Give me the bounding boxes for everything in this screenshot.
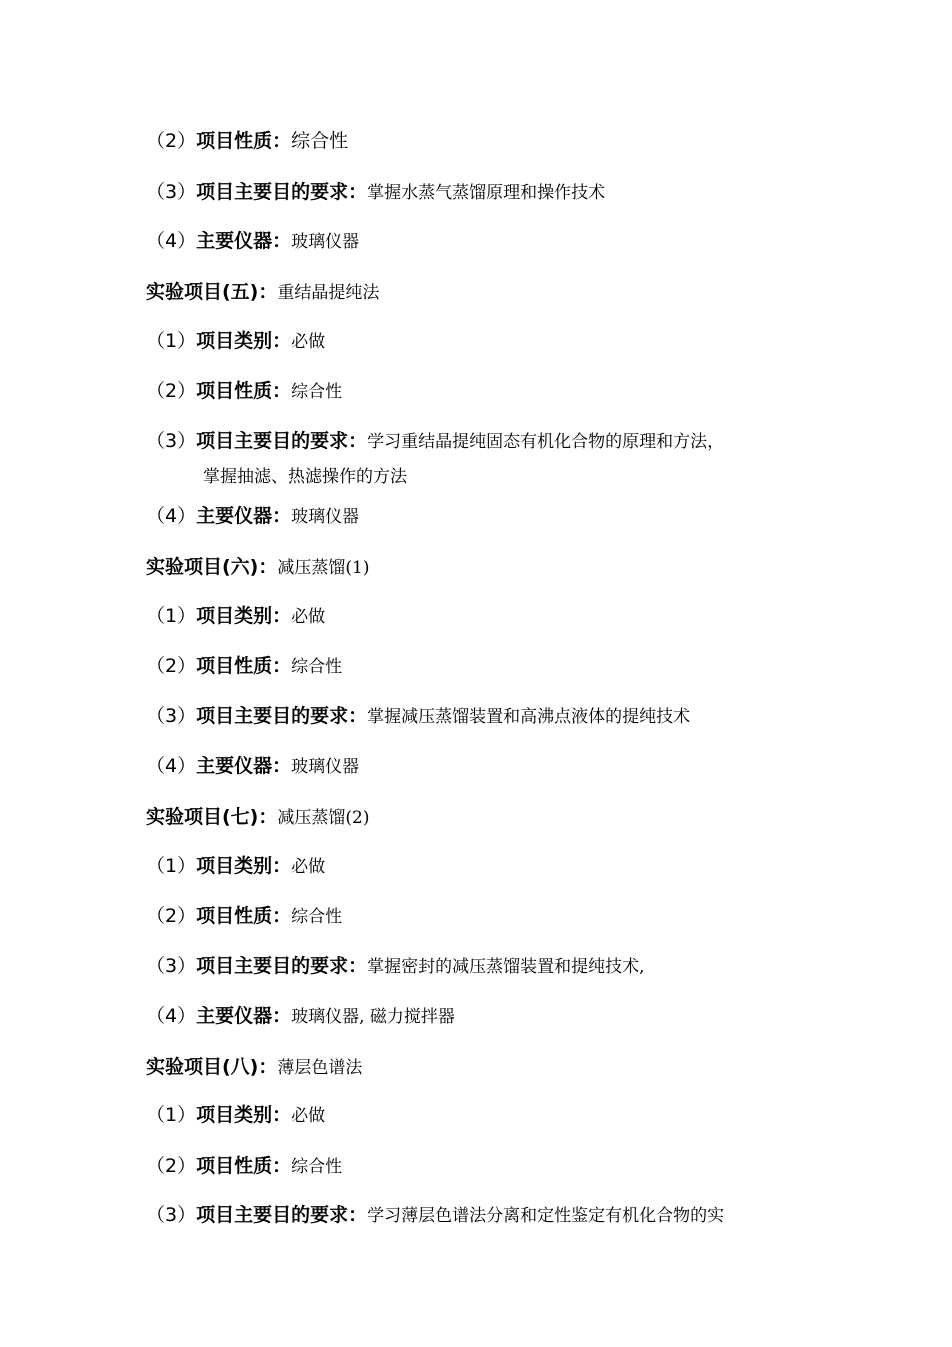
item-label: 项目类别：: [196, 855, 292, 877]
item-label: 项目主要目的要求：: [196, 705, 368, 727]
experiment-heading: [146, 803, 369, 831]
item-label: 项目性质：: [196, 130, 292, 152]
item-number: （3）: [146, 705, 197, 727]
item-label: 项目主要目的要求：: [196, 430, 368, 452]
item-value: 综合性: [291, 657, 343, 677]
item-label: 项目类别：: [196, 605, 292, 627]
item-value: 掌握水蒸气蒸馏原理和操作技术: [367, 183, 606, 203]
item-line: [146, 1152, 342, 1180]
item-value: 必做: [291, 857, 326, 877]
experiment-heading-label: 实验项目(六)：: [146, 556, 278, 578]
experiment-heading: [146, 1053, 362, 1081]
item-line: [146, 702, 690, 730]
item-line: [146, 1101, 325, 1129]
item-continuation-value: 掌握抽滤、热滤操作的方法: [203, 467, 407, 487]
item-label: 项目主要目的要求：: [196, 1204, 368, 1226]
item-number: （3）: [146, 430, 197, 452]
item-number: （3）: [146, 955, 197, 977]
item-line: [146, 1201, 724, 1229]
item-line: [146, 902, 342, 930]
item-label: 主要仪器：: [196, 230, 292, 252]
experiment-heading: [146, 553, 369, 581]
experiment-heading-label: 实验项目(五)：: [146, 281, 278, 303]
item-number: （4）: [146, 1005, 197, 1027]
item-value: 学习薄层色谱法分离和定性鉴定有机化合物的实: [367, 1206, 725, 1226]
item-label: 项目性质：: [196, 1155, 292, 1177]
item-label: 项目性质：: [196, 380, 292, 402]
experiment-heading-label: 实验项目(八)：: [146, 1056, 278, 1078]
experiment-heading-value: 减压蒸馏(1): [277, 558, 370, 578]
item-number: （2）: [146, 380, 197, 402]
item-label: 项目主要目的要求：: [196, 181, 368, 203]
item-number: （3）: [146, 1204, 197, 1226]
item-number: （2）: [146, 655, 197, 677]
item-label: 项目性质：: [196, 655, 292, 677]
item-line: [146, 227, 359, 255]
experiment-heading-value: 薄层色谱法: [277, 1058, 363, 1078]
item-label: 项目类别：: [196, 330, 292, 352]
item-value: 综合性: [291, 130, 349, 152]
item-line: [146, 502, 359, 530]
item-line: [146, 427, 724, 455]
item-value: 玻璃仪器, 磁力搅拌器: [291, 1007, 455, 1027]
item-number: （1）: [146, 330, 197, 352]
item-line: [146, 1002, 455, 1030]
item-number: （4）: [146, 755, 197, 777]
item-number: （4）: [146, 230, 197, 252]
item-number: （2）: [146, 905, 197, 927]
item-number: （1）: [146, 605, 197, 627]
item-line: [146, 127, 348, 155]
item-line: [146, 602, 325, 630]
item-value: 综合性: [291, 1157, 343, 1177]
item-line: [146, 178, 605, 206]
item-value: 掌握密封的减压蒸馏装置和提纯技术,: [367, 957, 645, 977]
item-value: 综合性: [291, 907, 343, 927]
item-number: （1）: [146, 855, 197, 877]
item-number: （4）: [146, 505, 197, 527]
item-value: 掌握减压蒸馏装置和高沸点液体的提纯技术: [367, 707, 691, 727]
item-number: （3）: [146, 181, 197, 203]
item-continuation: [203, 463, 407, 491]
item-number: （2）: [146, 130, 197, 152]
item-label: 项目性质：: [196, 905, 292, 927]
item-label: 项目主要目的要求：: [196, 955, 368, 977]
item-label: 主要仪器：: [196, 755, 292, 777]
item-label: 项目类别：: [196, 1104, 292, 1126]
item-value: 学习重结晶提纯固态有机化合物的原理和方法，: [367, 432, 725, 452]
item-line: [146, 377, 342, 405]
item-line: [146, 952, 645, 980]
item-value: 玻璃仪器: [291, 757, 360, 777]
experiment-heading-label: 实验项目(七)：: [146, 806, 278, 828]
experiment-heading-value: 重结晶提纯法: [277, 283, 380, 303]
item-number: （1）: [146, 1104, 197, 1126]
item-line: [146, 327, 325, 355]
item-value: 玻璃仪器: [291, 232, 360, 252]
item-line: [146, 752, 359, 780]
experiment-heading: [146, 278, 379, 306]
item-line: [146, 652, 342, 680]
item-number: （2）: [146, 1155, 197, 1177]
experiment-heading-value: 减压蒸馏(2): [277, 808, 370, 828]
item-value: 必做: [291, 1106, 326, 1126]
item-label: 主要仪器：: [196, 505, 292, 527]
item-value: 必做: [291, 332, 326, 352]
item-value: 玻璃仪器: [291, 507, 360, 527]
item-value: 综合性: [291, 382, 343, 402]
item-line: [146, 852, 325, 880]
item-label: 主要仪器：: [196, 1005, 292, 1027]
item-value: 必做: [291, 607, 326, 627]
